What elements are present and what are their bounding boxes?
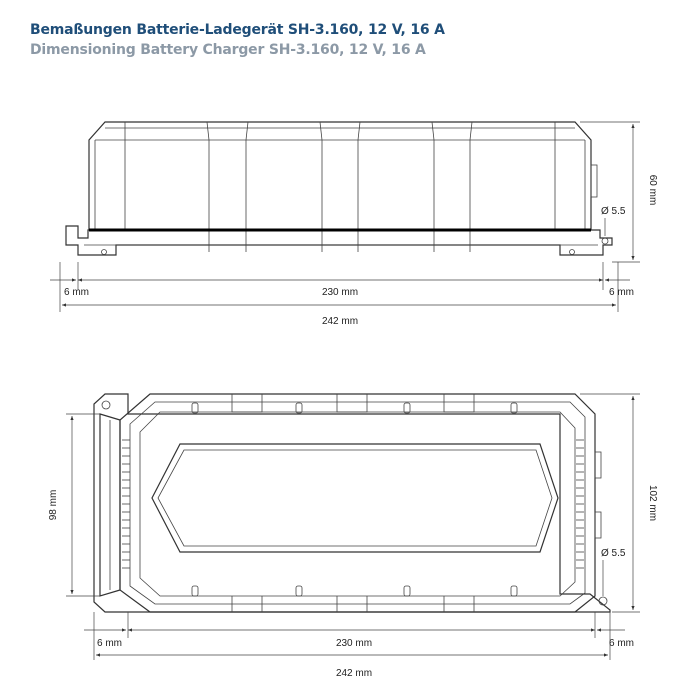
side-total-label: 242 mm [321, 316, 359, 327]
top-right-tab-label: 6 mm [609, 638, 634, 649]
top-left-tab-label: 6 mm [97, 638, 122, 649]
top-inner-height-label: 98 mm [48, 489, 59, 521]
side-body-label: 230 mm [321, 287, 359, 298]
side-view-dimensions [50, 122, 640, 312]
top-view-drawing [94, 394, 610, 612]
top-hole-label: Ø 5.5 [601, 548, 626, 559]
title-english: Dimensioning Battery Charger SH-3.160, 12 V, 16 A [30, 42, 426, 58]
top-body-label: 230 mm [335, 638, 373, 649]
top-outer-height-label: 102 mm [647, 484, 658, 522]
top-total-label: 242 mm [335, 668, 373, 679]
title-german: Bemaßungen Batterie-Ladegerät SH-3.160, 12 V, 16 A [30, 22, 445, 38]
side-hole-label: Ø 5.5 [601, 206, 626, 217]
side-height-label: 60 mm [647, 174, 658, 206]
side-view-drawing [66, 122, 612, 255]
top-view-dimensions [66, 394, 640, 660]
side-left-tab-label: 6 mm [64, 287, 89, 298]
side-right-tab-label: 6 mm [609, 287, 634, 298]
